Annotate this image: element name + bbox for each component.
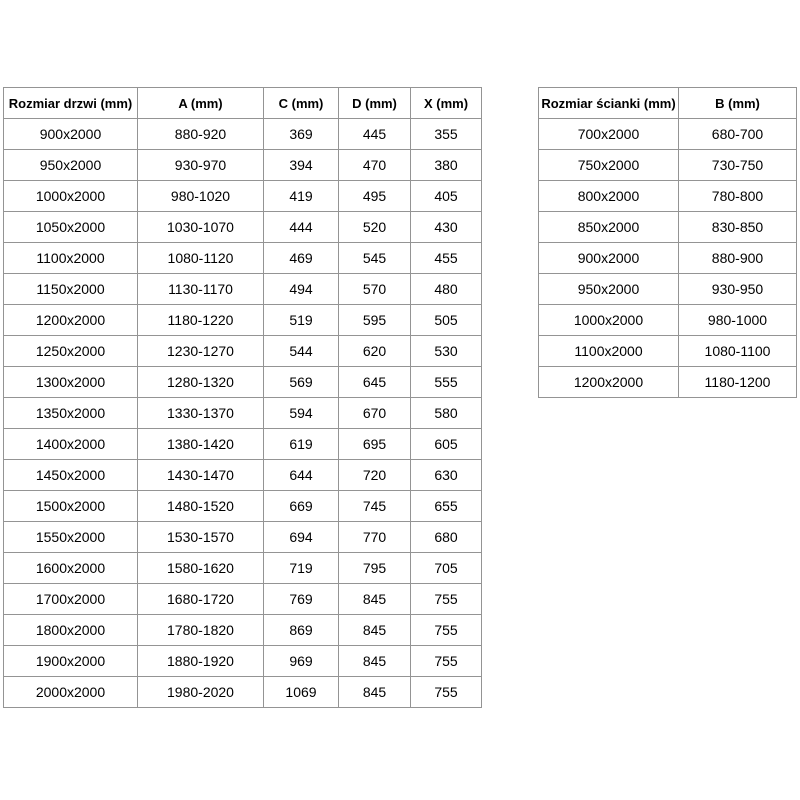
table-cell: 845 [339,584,411,615]
wall-size-table-header [539,88,797,119]
table-cell: 1530-1570 [138,522,264,553]
table-cell: 1450x2000 [4,460,138,491]
table-cell: 505 [411,305,482,336]
table-cell: 570 [339,274,411,305]
column-header: Rozmiar drzwi (mm) [4,88,138,119]
column-header: D (mm) [339,88,411,119]
table-cell: 430 [411,212,482,243]
table-cell: 1580-1620 [138,553,264,584]
table-cell: 630 [411,460,482,491]
table-cell: 655 [411,491,482,522]
table-cell: 1700x2000 [4,584,138,615]
table-cell: 845 [339,615,411,646]
table-row [4,336,482,367]
table-cell: 619 [264,429,339,460]
table-cell: 869 [264,615,339,646]
table-cell: 1130-1170 [138,274,264,305]
table-row [4,584,482,615]
table-cell: 950x2000 [539,274,679,305]
table-cell: 730-750 [679,150,797,181]
table-cell: 1180-1200 [679,367,797,398]
table-row [539,336,797,367]
column-header: B (mm) [679,88,797,119]
table-cell: 419 [264,181,339,212]
table-cell: 1330-1370 [138,398,264,429]
table-cell: 1000x2000 [539,305,679,336]
table-cell: 755 [411,646,482,677]
table-cell: 494 [264,274,339,305]
table-cell: 595 [339,305,411,336]
table-cell: 1600x2000 [4,553,138,584]
table-cell: 880-920 [138,119,264,150]
table-row [4,305,482,336]
table-row [4,460,482,491]
table-row [4,522,482,553]
table-cell: 880-900 [679,243,797,274]
table-cell: 795 [339,553,411,584]
table-cell: 1280-1320 [138,367,264,398]
table-cell: 1250x2000 [4,336,138,367]
table-row [4,181,482,212]
table-cell: 1080-1120 [138,243,264,274]
table-cell: 369 [264,119,339,150]
table-cell: 1500x2000 [4,491,138,522]
wall-size-table-body [539,119,797,398]
table-cell: 555 [411,367,482,398]
table-cell: 645 [339,367,411,398]
table-row [4,553,482,584]
table-cell: 694 [264,522,339,553]
table-row [539,274,797,305]
table-cell: 1000x2000 [4,181,138,212]
table-row [539,367,797,398]
table-cell: 1900x2000 [4,646,138,677]
table-cell: 900x2000 [4,119,138,150]
table-cell: 850x2000 [539,212,679,243]
table-cell: 1480-1520 [138,491,264,522]
table-cell: 695 [339,429,411,460]
column-header: A (mm) [138,88,264,119]
table-cell: 1100x2000 [539,336,679,367]
table-cell: 355 [411,119,482,150]
table-cell: 755 [411,584,482,615]
table-cell: 1050x2000 [4,212,138,243]
column-header: C (mm) [264,88,339,119]
table-cell: 800x2000 [539,181,679,212]
table-row [4,274,482,305]
table-cell: 455 [411,243,482,274]
table-cell: 605 [411,429,482,460]
table-cell: 1230-1270 [138,336,264,367]
table-row [539,119,797,150]
door-size-table-header [4,88,482,119]
table-cell: 1350x2000 [4,398,138,429]
table-cell: 680 [411,522,482,553]
header-row [539,88,797,119]
table-cell: 669 [264,491,339,522]
table-row [4,429,482,460]
table-cell: 1080-1100 [679,336,797,367]
table-cell: 1980-2020 [138,677,264,708]
table-cell: 705 [411,553,482,584]
table-cell: 1550x2000 [4,522,138,553]
table-cell: 680-700 [679,119,797,150]
table-cell: 445 [339,119,411,150]
table-cell: 755 [411,615,482,646]
table-cell: 930-950 [679,274,797,305]
table-cell: 719 [264,553,339,584]
table-cell: 530 [411,336,482,367]
table-row [4,212,482,243]
table-cell: 1180-1220 [138,305,264,336]
table-cell: 1680-1720 [138,584,264,615]
table-cell: 569 [264,367,339,398]
table-row [4,646,482,677]
table-row [4,615,482,646]
table-cell: 670 [339,398,411,429]
table-cell: 1150x2000 [4,274,138,305]
table-row [4,398,482,429]
table-cell: 845 [339,677,411,708]
table-cell: 980-1000 [679,305,797,336]
table-cell: 480 [411,274,482,305]
door-size-table-body [4,119,482,708]
table-row [539,243,797,274]
table-cell: 700x2000 [539,119,679,150]
table-cell: 470 [339,150,411,181]
table-cell: 380 [411,150,482,181]
table-cell: 845 [339,646,411,677]
table-row [4,243,482,274]
table-cell: 444 [264,212,339,243]
table-cell: 405 [411,181,482,212]
table-cell: 969 [264,646,339,677]
table-row [539,212,797,243]
table-cell: 769 [264,584,339,615]
table-cell: 469 [264,243,339,274]
door-size-table [3,87,482,708]
table-cell: 1300x2000 [4,367,138,398]
table-cell: 755 [411,677,482,708]
table-row [539,150,797,181]
table-cell: 770 [339,522,411,553]
table-cell: 594 [264,398,339,429]
table-cell: 720 [339,460,411,491]
table-cell: 900x2000 [539,243,679,274]
table-cell: 519 [264,305,339,336]
table-cell: 745 [339,491,411,522]
table-cell: 495 [339,181,411,212]
table-cell: 980-1020 [138,181,264,212]
table-row [4,367,482,398]
table-cell: 545 [339,243,411,274]
column-header: X (mm) [411,88,482,119]
table-cell: 620 [339,336,411,367]
table-cell: 1880-1920 [138,646,264,677]
table-cell: 1430-1470 [138,460,264,491]
table-row [4,119,482,150]
table-cell: 1800x2000 [4,615,138,646]
wall-size-table [538,87,797,398]
table-cell: 1069 [264,677,339,708]
table-cell: 750x2000 [539,150,679,181]
table-row [4,677,482,708]
table-cell: 1780-1820 [138,615,264,646]
table-cell: 1380-1420 [138,429,264,460]
table-cell: 1100x2000 [4,243,138,274]
table-row [539,305,797,336]
table-row [4,150,482,181]
table-cell: 1200x2000 [539,367,679,398]
table-cell: 1030-1070 [138,212,264,243]
table-cell: 580 [411,398,482,429]
table-cell: 394 [264,150,339,181]
table-cell: 520 [339,212,411,243]
table-cell: 544 [264,336,339,367]
table-cell: 1400x2000 [4,429,138,460]
table-cell: 644 [264,460,339,491]
table-row [4,491,482,522]
table-cell: 930-970 [138,150,264,181]
table-cell: 1200x2000 [4,305,138,336]
table-cell: 830-850 [679,212,797,243]
table-row [539,181,797,212]
table-cell: 780-800 [679,181,797,212]
table-cell: 950x2000 [4,150,138,181]
table-cell: 2000x2000 [4,677,138,708]
column-header: Rozmiar ścianki (mm) [539,88,679,119]
header-row [4,88,482,119]
